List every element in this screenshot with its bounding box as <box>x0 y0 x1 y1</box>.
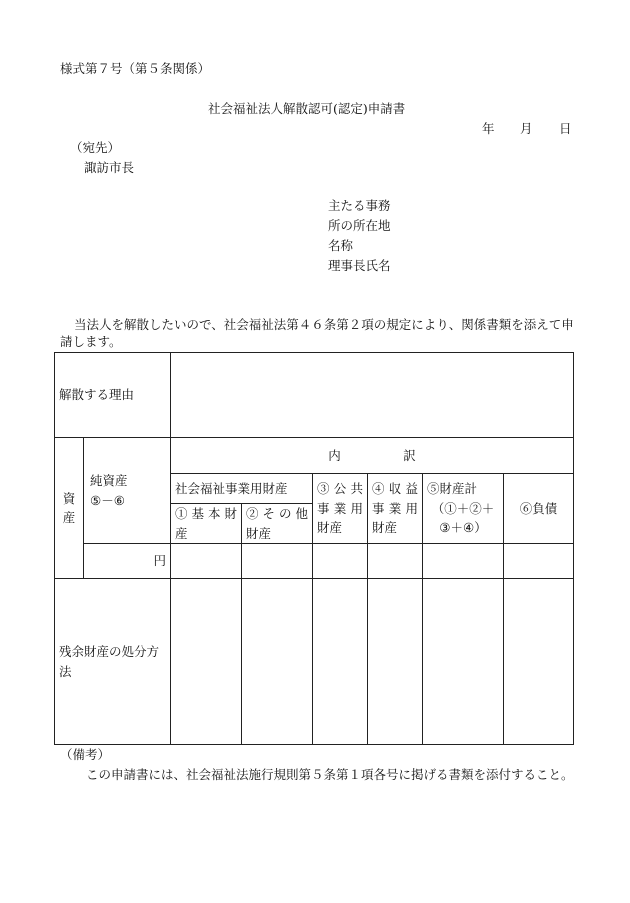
disposal-label: 残余財産の処分方法 <box>55 579 171 745</box>
date-month: 月 <box>520 121 533 136</box>
disposal-basic[interactable] <box>171 579 242 745</box>
disposal-total[interactable] <box>423 579 504 745</box>
net-assets-label <box>84 438 171 544</box>
total-line3: ③＋④） <box>439 520 487 536</box>
notes-label: （備考） <box>60 747 111 762</box>
disposal-profit[interactable] <box>368 579 423 745</box>
other-line2: 財産 <box>246 525 272 541</box>
total-property-value[interactable] <box>423 544 504 579</box>
profit-property-value[interactable] <box>368 544 423 579</box>
profit-line1: ④収益 <box>372 481 419 497</box>
liabilities-value[interactable] <box>504 544 574 579</box>
public-property-header <box>313 474 368 544</box>
applicant-office-line1: 主たる事務 <box>328 198 391 213</box>
net-assets-value[interactable]: 円 <box>84 544 171 579</box>
disposal-liabilities[interactable] <box>504 579 574 745</box>
date-day: 日 <box>559 121 572 136</box>
basic-property-header <box>171 504 242 544</box>
basic-line1: ①基本財 <box>175 506 238 522</box>
basic-line2: 産 <box>175 525 188 541</box>
profit-property-header <box>368 474 423 544</box>
total-line2: （①＋②＋ <box>431 500 495 516</box>
assets-label-char2: 産 <box>62 510 76 525</box>
date-year: 年 <box>482 121 495 136</box>
profit-line3: 財産 <box>372 520 398 536</box>
disposal-other[interactable] <box>242 579 313 745</box>
reason-value[interactable] <box>171 353 574 438</box>
breakdown-header: 内 訳 <box>171 438 574 474</box>
other-property-header <box>242 504 313 544</box>
form-title: 社会福祉法人解散認可(認定)申請書 <box>208 101 406 116</box>
other-property-value[interactable] <box>242 544 313 579</box>
total-property-header <box>423 474 504 544</box>
addressee-label: （宛先） <box>70 140 121 155</box>
net-assets-text: 純資産 <box>90 473 128 489</box>
welfare-property-header: 社会福祉事業用財産 <box>171 474 313 504</box>
profit-line2: 事業用 <box>372 500 419 516</box>
basic-property-value[interactable] <box>171 544 242 579</box>
reason-label: 解散する理由 <box>55 353 171 438</box>
form-number: 様式第７号（第５条関係） <box>60 61 211 76</box>
public-line2: 事業用 <box>317 500 364 516</box>
liabilities-header: ⑥負債 <box>504 474 574 544</box>
net-assets-formula: ⑤－⑥ <box>90 492 125 508</box>
public-line3: 財産 <box>317 520 343 536</box>
disposal-public[interactable] <box>313 579 368 745</box>
total-line1: ⑤財産計 <box>427 481 478 497</box>
other-line1: ②その他 <box>246 506 309 522</box>
notes-text: この申請書には、社会福祉法施行規則第５条第１項各号に掲げる書類を添付すること。 <box>86 767 574 782</box>
applicant-office-line2: 所の所在地 <box>328 218 391 233</box>
applicant-name-label: 名称 <box>328 238 354 253</box>
applicant-representative-label: 理事長氏名 <box>328 258 391 273</box>
application-table <box>54 352 574 745</box>
public-line1: ③公共 <box>317 481 364 497</box>
addressee-name: 諏訪市長 <box>84 160 135 175</box>
assets-label-char1: 資 <box>62 490 76 506</box>
body-text: 当法人を解散したいので、社会福祉法第４６条第２項の規定により、関係書類を添えて申請します。 <box>60 317 574 349</box>
assets-label <box>55 438 84 579</box>
public-property-value[interactable] <box>313 544 368 579</box>
